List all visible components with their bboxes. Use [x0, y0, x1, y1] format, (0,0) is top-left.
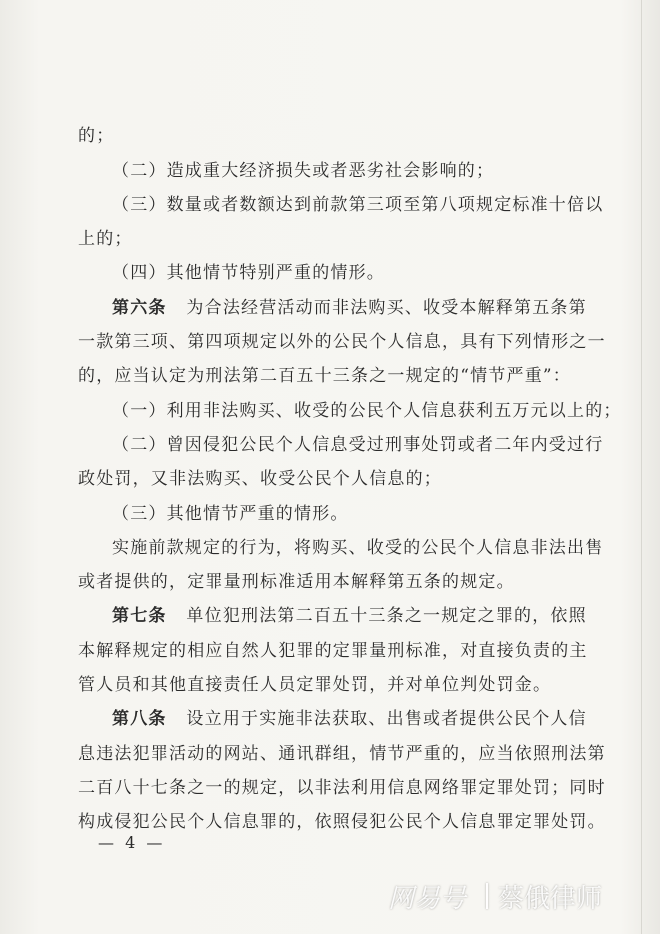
text-line: 上的； — [78, 229, 133, 249]
text-line: 构成侵犯公民个人信息罪的，依照侵犯公民个人信息罪定罪处罚。 — [78, 812, 606, 832]
text-line: （二）造成重大经济损失或者恶劣社会影响的； — [112, 161, 495, 181]
article-7-text: 单位犯刑法第二百五十三条之一规定之罪的，依照 — [186, 606, 587, 626]
text-line: 一款第三项、第四项规定以外的公民个人信息，具有下列情形之一 — [78, 332, 606, 352]
text-line: （二）曾因侵犯公民个人信息受过刑事处罚或者二年内受过行 — [112, 435, 604, 455]
watermark-separator — [486, 883, 488, 909]
text-line: 实施前款规定的行为，将购买、收受的公民个人信息非法出售 — [112, 538, 604, 558]
text-line: 政处罚，又非法购买、收受公民个人信息的； — [78, 469, 442, 489]
text-line: 管人员和其他直接责任人员定罪处罚，并对单位判处罚金。 — [78, 675, 552, 695]
text-line: 本解释规定的相应自然人犯罪的定罪量刑标准，对直接负责的主 — [78, 641, 588, 661]
article-8-text: 设立用于实施非法获取、出售或者提供公民个人信 — [186, 709, 587, 729]
watermark-logo: 网易号 — [388, 883, 467, 914]
page-edge — [641, 0, 642, 934]
text-line: 或者提供的，定罪量刑标准适用本解释第五条的规定。 — [78, 572, 515, 592]
article-7-line — [112, 604, 612, 628]
text-line: （三）其他情节严重的情形。 — [112, 504, 349, 524]
text-line: 二百八十七条之一的规定，以非法利用信息网络罪定罪处罚；同时 — [78, 778, 606, 798]
article-6-title: 第六条 — [112, 298, 167, 318]
article-7-title: 第七条 — [112, 606, 167, 626]
text-line: 的，应当认定为刑法第二百五十三条之一规定的“情节严重”： — [78, 366, 571, 386]
watermark-author: 蔡俄律师 — [498, 883, 603, 914]
text-line: 息违法犯罪活动的网站、通讯群组，情节严重的，应当依照刑法第 — [78, 744, 606, 764]
text-line: 的； — [78, 126, 115, 146]
text-line: （三）数量或者数额达到前款第三项至第八项规定标准十倍以 — [112, 195, 604, 215]
article-8-line — [112, 707, 612, 731]
page-number: — 4 — — [98, 833, 166, 852]
text-line: （四）其他情节特别严重的情形。 — [112, 263, 385, 283]
text-line: （一）利用非法购买、收受的公民个人信息获利五万元以上的； — [112, 401, 622, 421]
watermark — [388, 876, 602, 916]
article-8-title: 第八条 — [112, 709, 167, 729]
article-6-line — [112, 296, 612, 320]
article-6-text: 为合法经营活动而非法购买、收受本解释第五条第 — [186, 298, 587, 318]
